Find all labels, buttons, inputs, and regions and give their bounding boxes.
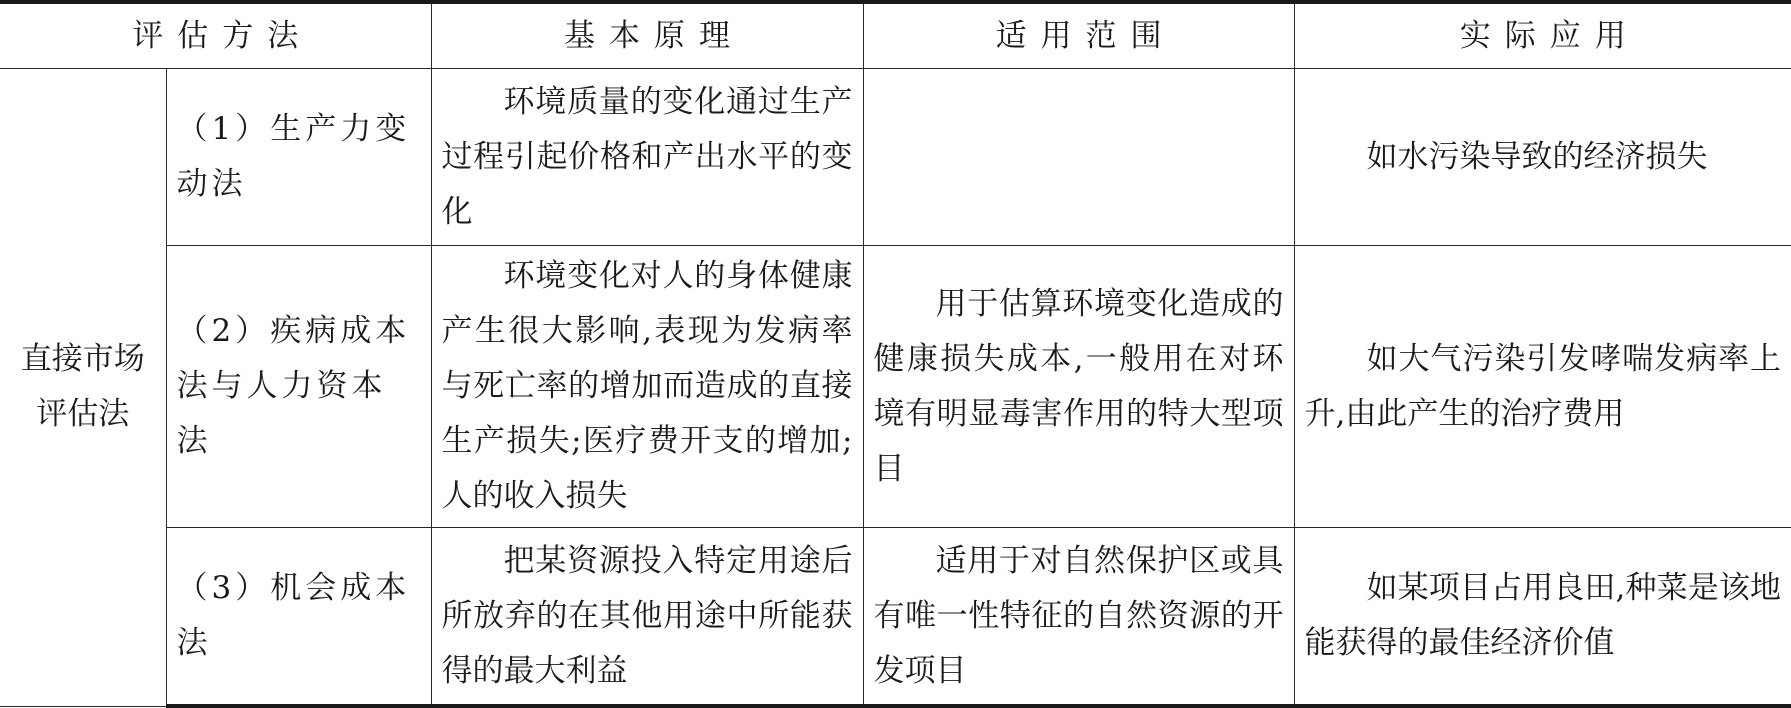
application-cell: [1294, 528, 1791, 707]
header-row: [0, 2, 1791, 69]
application-text: 如某项目占用良田,种菜是该地能获得的最佳经济价值: [1304, 570, 1781, 661]
sub-method-cell: [166, 528, 431, 707]
sub-method-label: （1）生产力变动法: [176, 111, 411, 202]
scope-cell: [863, 69, 1294, 246]
method-group-cell: [0, 69, 166, 707]
table-row: [0, 528, 1791, 707]
header-application: 实际应用: [1294, 2, 1791, 69]
application-text: 如水污染导致的经济损失: [1366, 138, 1708, 175]
principle-cell: [431, 246, 863, 528]
principle-text: 环境变化对人的身体健康产生很大影响,表现为发病率与死亡率的增加而造成的直接生产损失;医疗费开支的增加;人的收入损失: [441, 258, 853, 514]
table-row: [0, 69, 1791, 246]
scope-text: 用于估算环境变化造成的健康损失成本,一般用在对环境有明显毒害作用的特大型项目: [873, 285, 1284, 487]
application-cell: [1294, 69, 1791, 246]
method-group-label: 直接市场评估法: [20, 341, 145, 433]
scope-cell: [863, 246, 1294, 528]
scope-cell: [863, 528, 1294, 707]
header-scope: 适用范围: [863, 2, 1294, 69]
principle-cell: [431, 528, 863, 707]
header-method: 评估方法: [0, 2, 431, 69]
scope-text: 适用于对自然保护区或具有唯一性特征的自然资源的开发项目: [873, 542, 1284, 689]
application-cell: [1294, 246, 1791, 528]
sub-method-cell: [166, 69, 431, 246]
table-row: [0, 246, 1791, 528]
header-principle: 基本原理: [431, 2, 863, 69]
principle-text: 环境质量的变化通过生产过程引起价格和产出水平的变化: [441, 83, 853, 230]
sub-method-cell: [166, 246, 431, 528]
sub-method-label: （2）疾病成本法与人力资本法: [176, 313, 411, 459]
application-text: 如大气污染引发哮喘发病率上升,由此产生的治疗费用: [1304, 340, 1781, 432]
principle-text: 把某资源投入特定用途后所放弃的在其他用途中所能获得的最大利益: [441, 542, 853, 689]
sub-method-label: （3）机会成本法: [176, 570, 411, 661]
principle-cell: [431, 69, 863, 246]
